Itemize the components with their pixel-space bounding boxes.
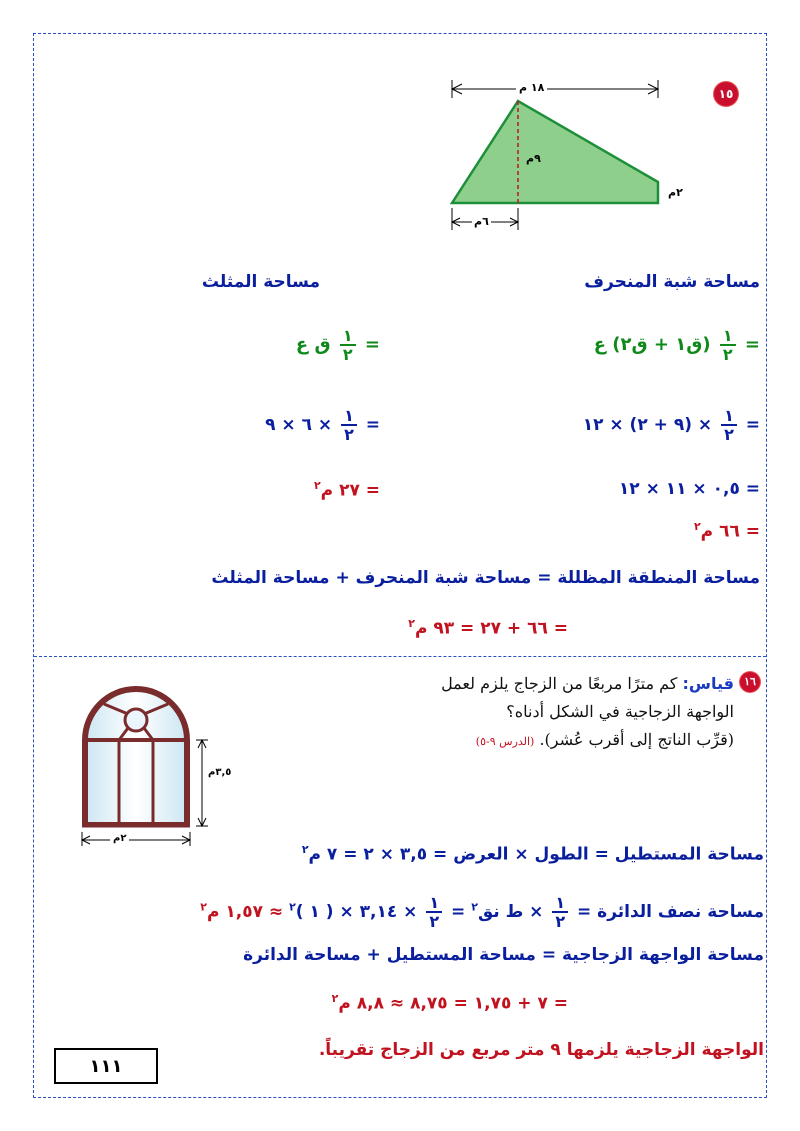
triangle-step2: = $\frac{١}{٢}$ × ٦ × ٩ bbox=[265, 406, 380, 444]
trapezoid-step3: = ٠,٥ × ١١ × ١٢ bbox=[618, 479, 760, 499]
page-number: ١١١ bbox=[54, 1048, 158, 1084]
final-answer: الواجهة الزجاجية يلزمها ٩ متر مربع من الزجاج تقريباً. bbox=[318, 1040, 764, 1060]
window-height-label: ٣,٥م bbox=[208, 767, 232, 778]
shaded-region bbox=[452, 101, 658, 203]
question-15-badge: ١٥ bbox=[714, 82, 738, 106]
trapezoid-figure bbox=[440, 78, 710, 238]
triangle-result: = ٢٧ م$^٢$ bbox=[313, 479, 380, 501]
triangle-heading: مساحة المثلث bbox=[201, 272, 320, 292]
question-16-badge: ١٦ bbox=[740, 672, 760, 692]
section-divider bbox=[34, 656, 766, 657]
shaded-area-line: مساحة المنطقة المظللة = مساحة شبة المنحرف + مساحة المثلث bbox=[211, 568, 760, 588]
label-height: ٩م bbox=[526, 152, 541, 165]
rectangle-area-line: مساحة المستطيل = الطول × العرض = ٣,٥ × ٢ = ٧ م$^٢$ bbox=[301, 843, 764, 865]
label-top-length: ١٨ م bbox=[516, 81, 547, 94]
semicircle-area-line: مساحة نصف الدائرة = $\frac{١}{٢}$ × ط نق$^٢$ = $\frac{١}{٢}$ × ٣,١٤ × ( ١ )$^٢$ ≈ ١,٥٧ م$^٢$ bbox=[200, 893, 764, 931]
trapezoid-step2: = $\frac{١}{٢}$ × (٩ + ٢) × ١٢ bbox=[582, 406, 760, 444]
triangle-formula: = $\frac{١}{٢}$ ق ع bbox=[295, 326, 380, 364]
window-width-label: ٢م bbox=[110, 833, 129, 844]
trapezoid-formula: = $\frac{١}{٢}$ (ق١ + ق٢) ع bbox=[593, 326, 760, 364]
trapezoid-result: = ٦٦ م$^٢$ bbox=[693, 520, 760, 542]
label-bottom-seg: ٦م bbox=[474, 215, 489, 228]
trapezoid-heading: مساحة شبة المنحرف bbox=[584, 272, 760, 292]
shaded-area-result: = ٦٦ + ٢٧ = ٩٣ م$^٢$ bbox=[408, 617, 568, 639]
question-16-text: ١٦ قياس: كم مترًا مربعًا من الزجاج يلزم لعمل الواجهة الزجاجية في الشكل أدناه؟ (قرِّب الناتج إلى أقرب عُشر). (الدرس ٩-٥) bbox=[441, 670, 760, 756]
label-right-side: ٢م bbox=[668, 186, 683, 199]
facade-area-result: = ٧ + ١,٧٥ = ٨,٧٥ ≈ ٨,٨ م$^٢$ bbox=[331, 992, 568, 1014]
facade-area-line: مساحة الواجهة الزجاجية = مساحة المستطيل + مساحة الدائرة bbox=[243, 945, 764, 965]
